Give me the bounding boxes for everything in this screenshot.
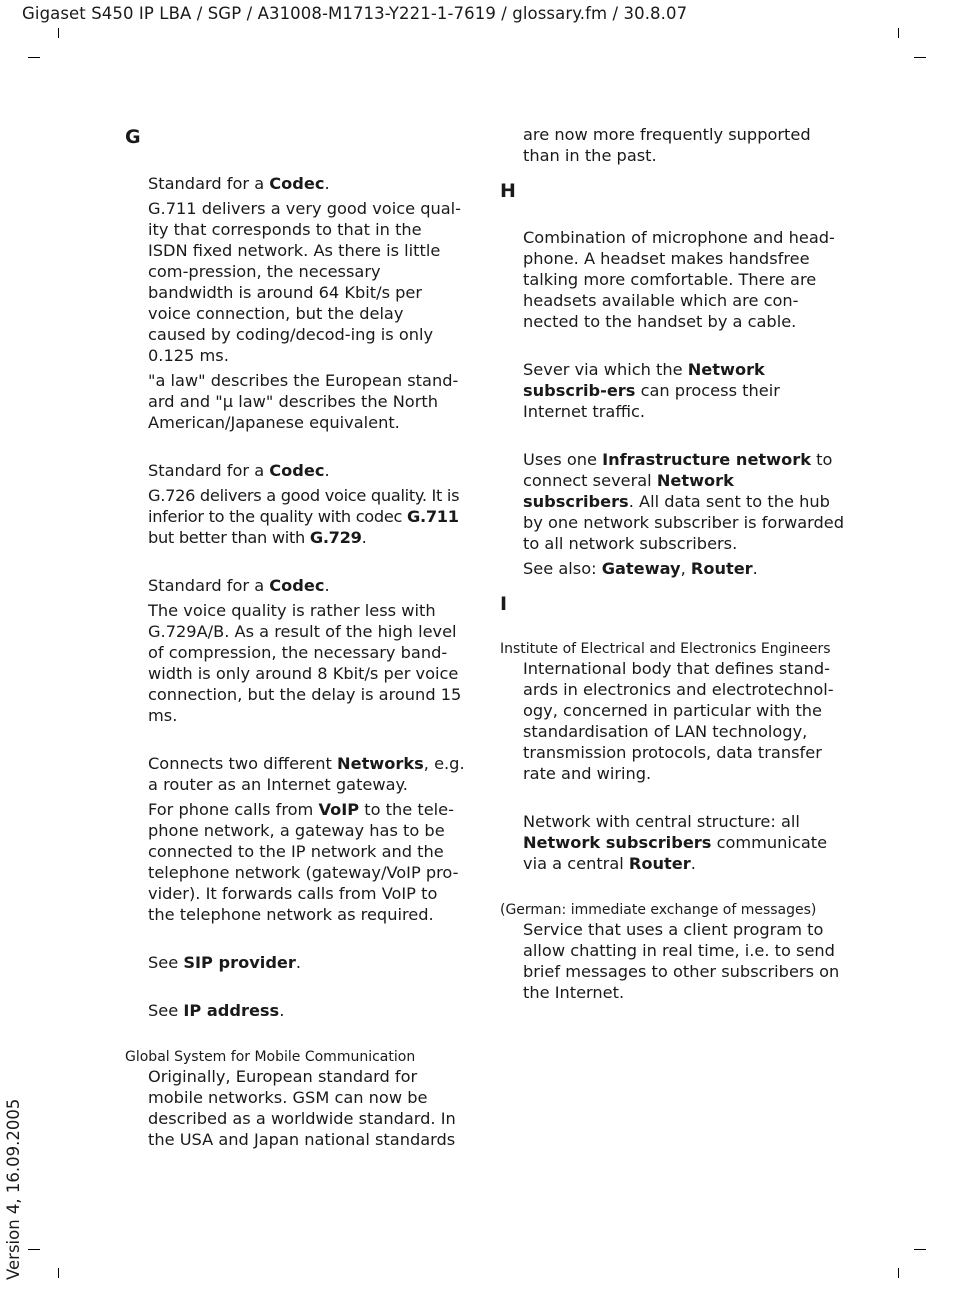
crop-mark-br-v	[898, 1268, 899, 1278]
crop-mark-bl-v	[58, 1268, 59, 1278]
infrastructure-definition: Network with central structure: all Network subscribers communicate via a central Router.	[523, 812, 828, 873]
link-gateway[interactable]: Gateway	[601, 559, 681, 578]
im-expansion: (German: immediate exchange of messages)	[500, 902, 817, 918]
link-ip-address[interactable]: IP address	[183, 1001, 280, 1020]
entry-home-gateway	[500, 359, 845, 422]
entry-gateway-provider	[125, 952, 465, 973]
hub-see-also: See also: Gateway, Router.	[523, 559, 758, 578]
link-infrastructure-network[interactable]: Infrastructure network	[602, 450, 811, 469]
entry-instant-messaging	[500, 901, 845, 1003]
link-codec[interactable]: Codec	[269, 461, 325, 480]
link-codec[interactable]: Codec	[269, 576, 325, 595]
section-letter-h: H	[500, 180, 516, 202]
entry-g729	[125, 575, 465, 726]
g711-definition: Standard for a Codec.	[148, 174, 330, 193]
page-header: Gigaset S450 IP LBA / SGP / A31008-M1713-Y221-1-7619 / glossary.fm / 30.8.07	[22, 4, 688, 23]
link-networks[interactable]: Networks	[337, 754, 424, 773]
term-gap	[125, 977, 465, 1000]
gsm-detail-continued: are now more frequently supported than in the past.	[523, 125, 811, 165]
crop-mark-tr-v	[898, 28, 899, 38]
entry-headset	[500, 227, 845, 332]
headset-definition: Combination of microphone and head-phone. A headset makes handsfree talking more comfortable. There are headsets available which are con-nected to the handset by a cable.	[523, 228, 835, 331]
gsm-expansion: Global System for Mobile Communication	[125, 1049, 416, 1065]
ieee-definition: International body that defines stand-ards in electronics and electrotechnol-ogy, concerned in particular with the standardisation of LAN technology, transmission protocols, data transfer rate and wiring.	[523, 659, 834, 783]
link-router[interactable]: Router	[690, 559, 753, 578]
term-gap	[500, 204, 845, 227]
entry-ieee	[500, 640, 845, 784]
link-sip-provider[interactable]: SIP provider	[183, 953, 296, 972]
gateway-detail: For phone calls from VoIP to the tele-phone network, a gateway has to be connected to the IP network and the telephone network (gateway/VoIP pro-vider). It forwards calls from VoIP to the telephone network as required.	[148, 800, 459, 924]
g729-definition: Standard for a Codec.	[148, 576, 330, 595]
link-g729[interactable]: G.729	[309, 528, 362, 547]
crop-mark-br-h	[914, 1249, 926, 1250]
g711-detail: G.711 delivers a very good voice qual-ity that corresponds to that in the ISDN fixed network. As there is little com-pression, the necessary bandwidth is around 64 Kbit/s per voice connection, but the delay caused by coding/decod-ing is only 0.125 ms.	[148, 199, 462, 365]
link-network-subscribers[interactable]: Network subscribers	[523, 471, 734, 511]
home-gateway-definition: Sever via which the Network subscrib-ers can process their Internet traffic.	[523, 360, 780, 421]
link-network-subscribers[interactable]: Network subscribers	[523, 833, 712, 852]
spacer	[500, 583, 845, 591]
section-letter-i: I	[500, 593, 508, 615]
entry-g711	[125, 173, 465, 433]
entry-g726	[125, 460, 465, 548]
section-letter-g: G	[125, 126, 141, 148]
version-label: Version 4, 16.09.2005	[4, 1098, 23, 1280]
term-gap	[125, 552, 465, 575]
term-gap	[500, 878, 845, 901]
term-gap	[125, 929, 465, 952]
glossary-column-left	[125, 124, 465, 1154]
link-codec[interactable]: Codec	[269, 174, 325, 193]
crop-mark-tr-h	[914, 57, 926, 58]
im-definition: Service that uses a client program to allow chatting in real time, i.e. to send brief messages to other subscribers on the Internet.	[523, 920, 840, 1002]
g726-definition: Standard for a Codec.	[148, 461, 330, 480]
g726-detail: G.726 delivers a good voice quality. It is inferior to the quality with codec G.711 but better than with G.729.	[148, 486, 460, 547]
g729-detail: The voice quality is rather less with G.729A/B. As a result of the high level of compression, the necessary band-width is only around 8 Kbit/s per voice connection, but the delay is around 15 ms.	[148, 601, 462, 725]
glossary-column-right	[500, 124, 845, 1007]
link-g711[interactable]: G.711	[406, 507, 459, 526]
entry-gateway	[125, 753, 465, 925]
term-gap	[125, 437, 465, 460]
g711-law: "a law" describes the European stand-ard and "µ law" describes the North American/Japanese equivalent.	[148, 371, 459, 432]
term-gap	[125, 150, 465, 173]
term-gap	[125, 730, 465, 753]
term-gap	[500, 336, 845, 359]
gateway-definition: Connects two different Networks, e.g. a router as an Internet gateway.	[148, 754, 465, 794]
gsm-detail: Originally, European standard for mobile networks. GSM can now be described as a worldwide standard. In the USA and Japan national standards	[148, 1067, 456, 1149]
ieee-expansion: Institute of Electrical and Electronics Engineers	[500, 641, 831, 657]
link-voip[interactable]: VoIP	[318, 800, 360, 819]
hub-definition: Uses one Infrastructure network to connect several Network subscribers. All data sent to the hub by one network subscriber is forwarded to all network subscribers.	[523, 450, 845, 553]
crop-mark-bl-h	[28, 1249, 40, 1250]
entry-gsm	[125, 1048, 465, 1150]
term-gap	[500, 426, 845, 449]
spacer	[500, 170, 845, 178]
link-router[interactable]: Router	[628, 854, 691, 873]
global-address-see: See IP address.	[148, 1001, 285, 1020]
entry-hub	[500, 449, 845, 579]
crop-mark-tl-h	[28, 57, 40, 58]
term-gap	[125, 1025, 465, 1048]
crop-mark-tl-v	[58, 28, 59, 38]
term-gap	[500, 617, 845, 640]
gateway-provider-see: See SIP provider.	[148, 953, 302, 972]
link-network-subscribers[interactable]: Network subscrib-ers	[523, 360, 765, 400]
entry-global-address	[125, 1000, 465, 1021]
term-gap	[500, 788, 845, 811]
entry-infrastructure-network	[500, 811, 845, 874]
